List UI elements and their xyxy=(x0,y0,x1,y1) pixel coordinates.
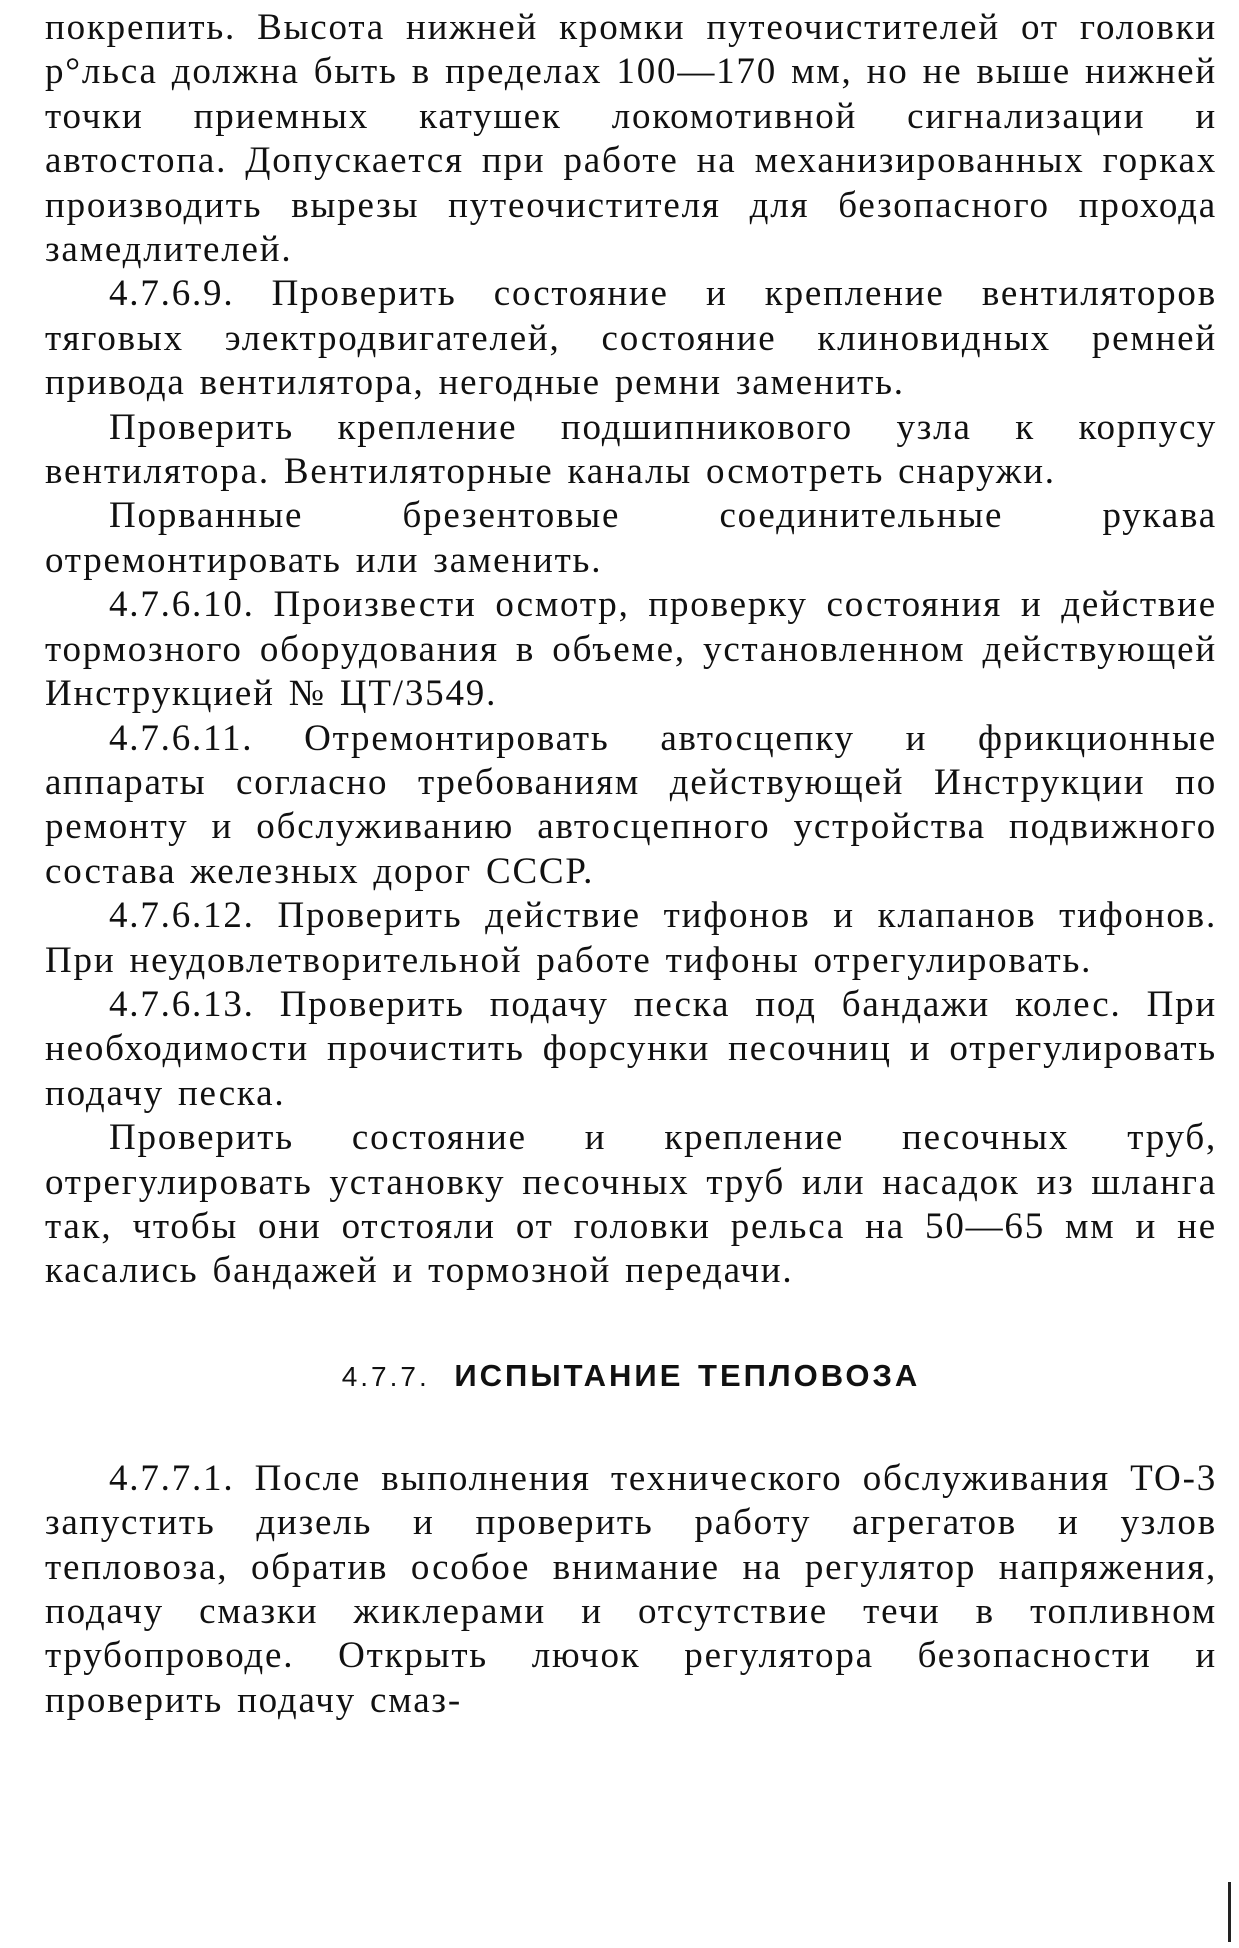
paragraphs-before xyxy=(45,6,1217,1294)
paragraph-p9: Проверить состояние и крепление песочных труб, отрегулировать установку песочных труб или насадок из шланга так, чтобы они отстояли от головки рельса на 50—65 мм и не касались бандажей и тормозной передачи. xyxy=(45,1117,1217,1292)
paragraph-p2: 4.7.6.9. Проверить состояние и крепление вентиляторов тяговых электродвигателей, состояние клиновидных ремней привода вентилятора, негодные ремни заменить. xyxy=(45,273,1217,404)
section-title: ИСПЫТАНИЕ ТЕПЛОВОЗА xyxy=(454,1357,921,1393)
paragraph-p7: 4.7.6.12. Проверить действие тифонов и клапанов тифонов. При неудовлетворительной работе тифоны отрегулировать. xyxy=(45,895,1217,981)
paragraph-p10: 4.7.7.1. После выполнения технического обслуживания ТО-3 запустить дизель и проверить работу агрегатов и узлов тепловоза, обратив особое внимание на регулятор напряжения, подачу смазки жиклерами и отсутствие течи в топливном трубопроводе. Открыть лючок регулятора безопасности и проверить подачу смаз- xyxy=(45,1457,1217,1721)
page-edge-mark xyxy=(1212,1882,1231,1942)
paragraph-p8: 4.7.6.13. Проверить подачу песка под бандажи колес. При необходимости прочистить форсунки песочниц и отрегулировать подачу песка. xyxy=(45,983,1217,1114)
paragraphs-after xyxy=(45,1457,1217,1723)
section-heading xyxy=(45,1356,1217,1397)
paragraph-p3: Проверить крепление подшипникового узла к корпусу вентилятора. Вентиляторные каналы осмотреть снаружи. xyxy=(45,406,1217,493)
paragraph-p6: 4.7.6.11. Отремонтировать автосцепку и фрикционные аппараты согласно требованиям действующей Инструкции по ремонту и обслуживанию автосцепного устройства подвижного состава железных дорог СССР. xyxy=(45,717,1217,892)
paragraph-p1: покрепить. Высота нижней кромки путеочистителей от головки р°льса должна быть в пределах 100—170 мм, но не выше нижней точки приемных катушек локомотивной сигнализации и автостопа. Допускается при работе на механизированных горках производить вырезы путеочистителя для безопасного прохода замедлителей. xyxy=(45,7,1217,271)
document-page xyxy=(45,6,1217,1723)
paragraph-p4: Порванные брезентовые соединительные рукава отремонтировать или заменить. xyxy=(45,495,1217,581)
paragraph-p5: 4.7.6.10. Произвести осмотр, проверку состояния и действие тормозного оборудования в объеме, установленном действующей Инструкцией № ЦТ/3549. xyxy=(45,584,1217,715)
section-number: 4.7.7. xyxy=(341,1360,430,1392)
